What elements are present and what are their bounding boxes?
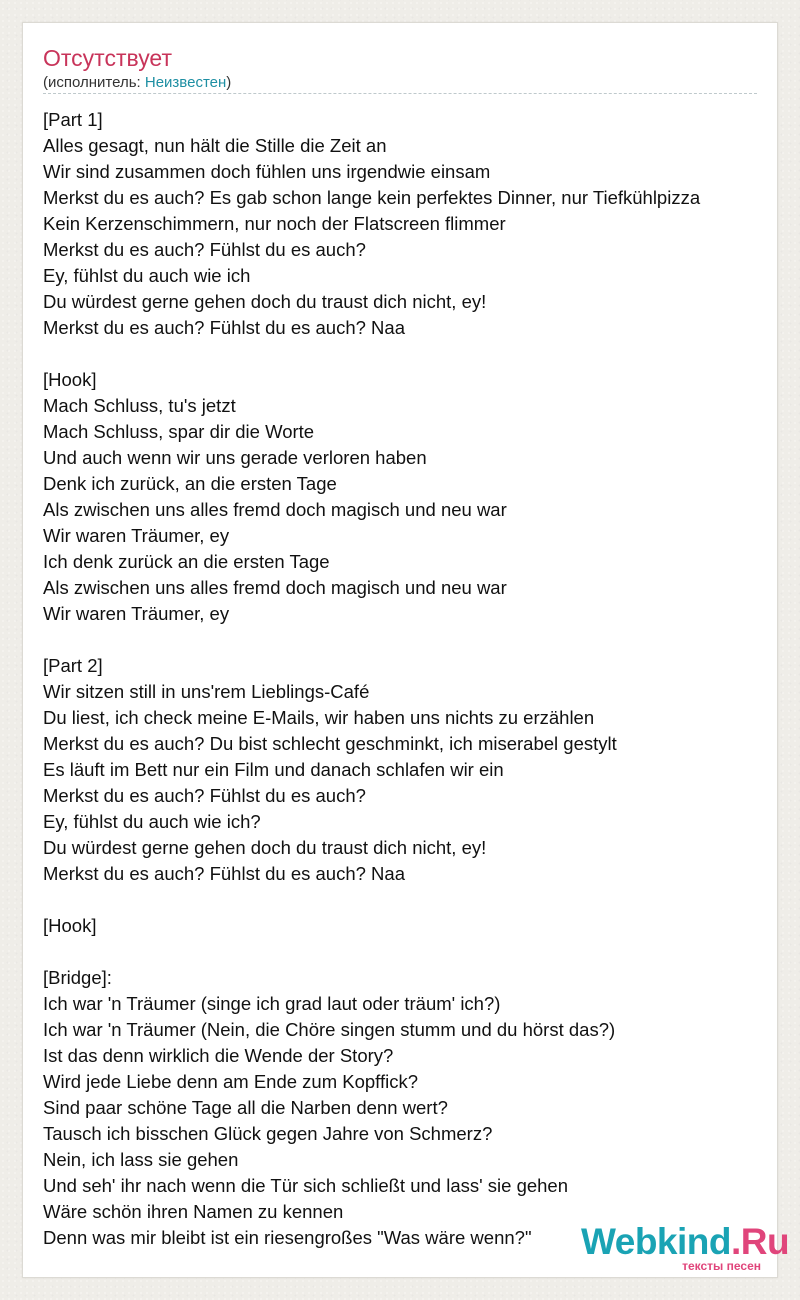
lyrics-line: Als zwischen uns alles fremd doch magisch und neu war (43, 577, 507, 598)
song-title: Отсутствует (43, 45, 172, 71)
logo-wordmark (581, 1221, 790, 1262)
lyrics-line: Du würdest gerne gehen doch du traust dich nicht, ey! (43, 291, 487, 312)
logo-tld: .Ru (731, 1221, 790, 1262)
lyrics-blank-line (43, 627, 763, 653)
lyrics-line: Wäre schön ihren Namen zu kennen (43, 1201, 344, 1222)
lyrics-line: Ey, fühlst du auch wie ich? (43, 811, 261, 832)
lyrics-line: [Bridge]: (43, 967, 112, 988)
lyrics-line: Denk ich zurück, an die ersten Tage (43, 473, 337, 494)
lyrics-line: Alles gesagt, nun hält die Stille die Zeit an (43, 135, 387, 156)
lyrics-line: [Part 1] (43, 109, 103, 130)
lyrics-line: Merkst du es auch? Fühlst du es auch? (43, 239, 366, 260)
lyrics-line: Nein, ich lass sie gehen (43, 1149, 239, 1170)
lyrics-line: Tausch ich bisschen Glück gegen Jahre von Schmerz? (43, 1123, 493, 1144)
lyrics-line: Ich denk zurück an die ersten Tage (43, 551, 330, 572)
lyrics-line: Ich war 'n Träumer (singe ich grad laut oder träum' ich?) (43, 993, 501, 1014)
lyrics-line: Merkst du es auch? Fühlst du es auch? Naa (43, 863, 405, 884)
lyrics-line: Du würdest gerne gehen doch du traust dich nicht, ey! (43, 837, 487, 858)
lyrics-body (43, 107, 763, 1251)
lyrics-blank-line (43, 341, 763, 367)
logo-tagline: тексты песен (682, 1259, 761, 1273)
lyrics-line: Und seh' ihr nach wenn die Tür sich schließt und lass' sie gehen (43, 1175, 569, 1196)
lyrics-blank-line (43, 887, 763, 913)
artist-link[interactable]: Неизвестен (144, 74, 227, 91)
lyrics-line: Wir sitzen still in uns'rem Lieblings-Café (43, 681, 370, 702)
lyrics-line: Wir waren Träumer, ey (43, 603, 230, 624)
lyrics-line: Denn was mir bleibt ist ein riesengroßes "Was wäre wenn?" (43, 1227, 532, 1248)
lyrics-line: [Part 2] (43, 655, 103, 676)
webkind-logo[interactable] (581, 1221, 790, 1273)
lyrics-line: Ich war 'n Träumer (Nein, die Chöre singen stumm und du hörst das?) (43, 1019, 616, 1040)
lyrics-line: Merkst du es auch? Du bist schlecht geschminkt, ich miserabel gestylt (43, 733, 617, 754)
lyrics-line: Mach Schluss, spar dir die Worte (43, 421, 315, 442)
artist-suffix: ) (226, 74, 232, 91)
lyrics-line: Wir sind zusammen doch fühlen uns irgendwie einsam (43, 161, 491, 182)
lyrics-line: Mach Schluss, tu's jetzt (43, 395, 236, 416)
lyrics-line: Und auch wenn wir uns gerade verloren haben (43, 447, 427, 468)
artist-line (43, 73, 231, 93)
lyrics-line: Merkst du es auch? Fühlst du es auch? Naa (43, 317, 405, 338)
lyrics-line: Du liest, ich check meine E-Mails, wir haben uns nichts zu erzählen (43, 707, 595, 728)
lyrics-line: Ist das denn wirklich die Wende der Story? (43, 1045, 394, 1066)
lyrics-line: Sind paar schöne Tage all die Narben denn wert? (43, 1097, 448, 1118)
lyrics-line: Wir waren Träumer, ey (43, 525, 230, 546)
lyrics-card (22, 22, 790, 1278)
lyrics-line: Es läuft im Bett nur ein Film und danach schlafen wir ein (43, 759, 504, 780)
title-divider (43, 93, 757, 94)
artist-prefix: (исполнитель: (43, 74, 145, 91)
lyrics-line: Merkst du es auch? Es gab schon lange kein perfektes Dinner, nur Tiefkühlpizza (43, 187, 701, 208)
lyrics-line: Als zwischen uns alles fremd doch magisch und neu war (43, 499, 507, 520)
lyrics-line: Kein Kerzenschimmern, nur noch der Flatscreen flimmer (43, 213, 506, 234)
lyrics-blank-line (43, 939, 763, 965)
logo-main-text: Webkind (581, 1221, 731, 1262)
lyrics-line: [Hook] (43, 369, 97, 390)
lyrics-line: [Hook] (43, 915, 97, 936)
lyrics-line: Merkst du es auch? Fühlst du es auch? (43, 785, 366, 806)
lyrics-line: Ey, fühlst du auch wie ich (43, 265, 251, 286)
lyrics-line: Wird jede Liebe denn am Ende zum Kopffick? (43, 1071, 419, 1092)
